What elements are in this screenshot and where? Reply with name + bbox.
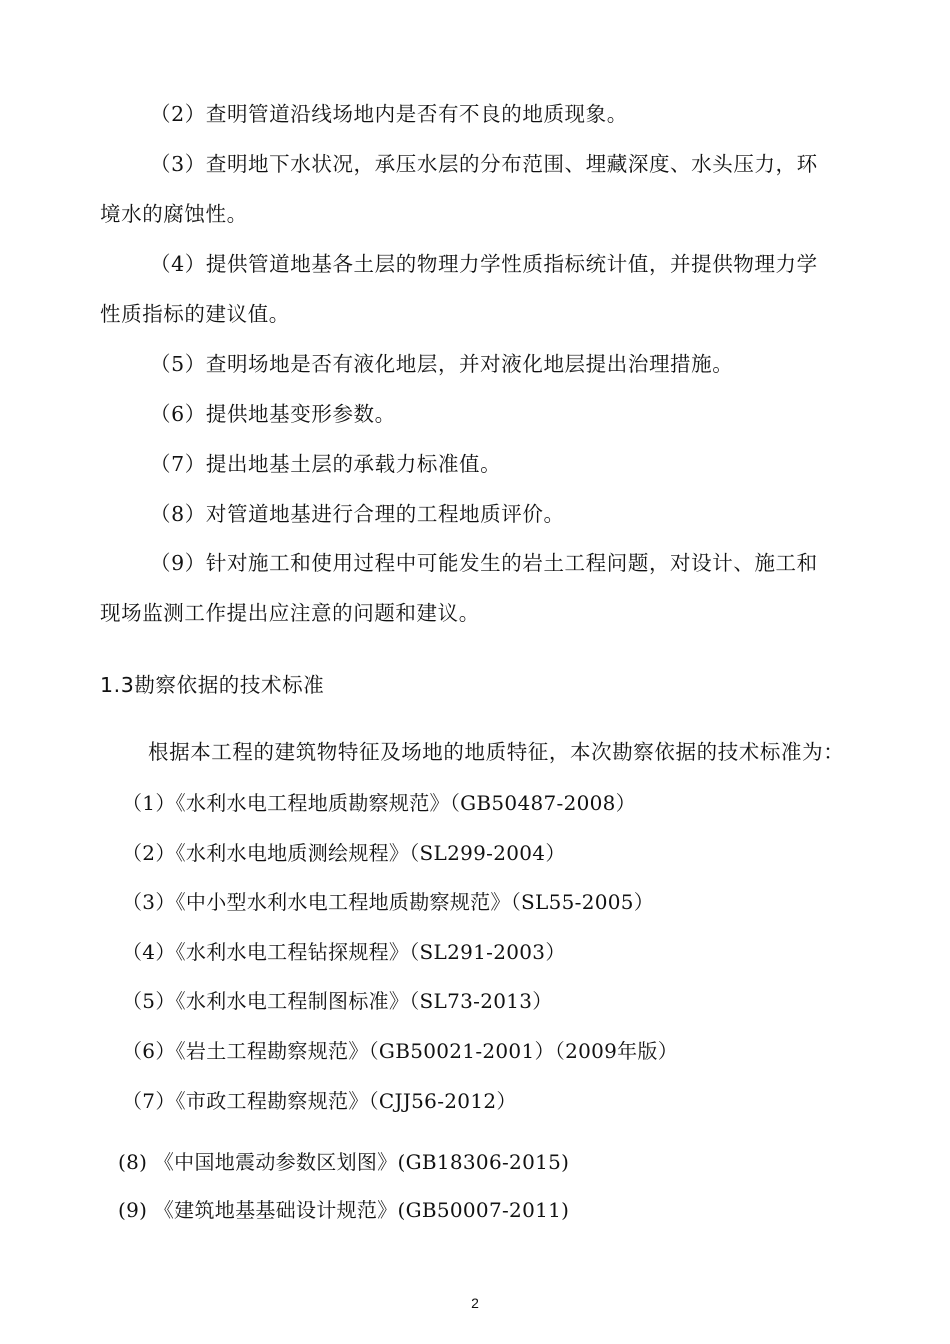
paragraph-item-5: （5）查明场地是否有液化地层，并对液化地层提出治理措施。 (150, 352, 734, 376)
paragraph-item-2: （2）查明管道沿线场地内是否有不良的地质现象。 (150, 102, 628, 126)
paragraph-item-9-continued: 现场监测工作提出应注意的问题和建议。 (100, 601, 480, 625)
paragraph-item-7: （7）提出地基土层的承载力标准值。 (150, 452, 502, 476)
paragraph-item-3-continued: 境水的腐蚀性。 (100, 202, 248, 226)
paragraph-item-4: （4）提供管道地基各土层的物理力学性质指标统计值，并提供物理力学 (150, 252, 818, 276)
reference-item: （2）《水利水电地质测绘规程》（SL299-2004） (122, 841, 566, 865)
section-heading: 1.3勘察依据的技术标准 (100, 673, 325, 697)
paragraph-item-4-continued: 性质指标的建议值。 (100, 302, 290, 326)
reference-item: （7）《市政工程勘察规范》（CJJ56-2012） (122, 1089, 517, 1113)
reference-item: (9) 《建筑地基基础设计规范》(GB50007-2011) (118, 1198, 570, 1222)
reference-item: （6）《岩土工程勘察规范》（GB50021-2001）（2009年版） (122, 1039, 679, 1063)
page-number: 2 (471, 1295, 479, 1311)
paragraph-item-9: （9）针对施工和使用过程中可能发生的岩土工程问题，对设计、施工和 (150, 551, 818, 575)
section-intro: 根据本工程的建筑物特征及场地的地质特征，本次勘察依据的技术标准为： (148, 740, 845, 764)
reference-item: (8) 《中国地震动参数区划图》(GB18306-2015) (118, 1150, 570, 1174)
paragraph-item-6: （6）提供地基变形参数。 (150, 402, 396, 426)
reference-item: （4）《水利水电工程钻探规程》（SL291-2003） (122, 940, 566, 964)
reference-item: （5）《水利水电工程制图标准》（SL73-2013） (122, 989, 553, 1013)
paragraph-item-3: （3）查明地下水状况，承压水层的分布范围、埋藏深度、水头压力，环 (150, 152, 818, 176)
paragraph-item-8: （8）对管道地基进行合理的工程地质评价。 (150, 502, 565, 526)
reference-item: （1）《水利水电工程地质勘察规范》（GB50487-2008） (122, 791, 636, 815)
reference-item: （3）《中小型水利水电工程地质勘察规范》（SL55-2005） (122, 890, 655, 914)
